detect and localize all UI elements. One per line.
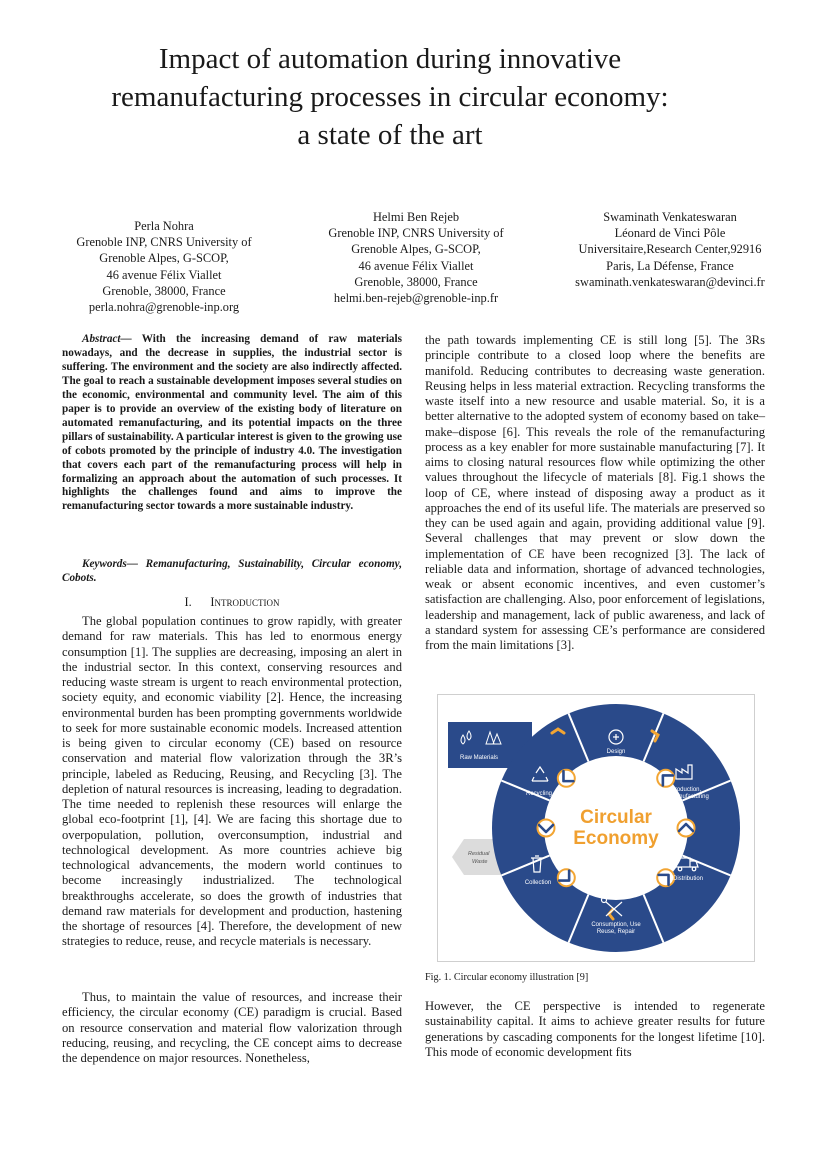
keywords-label: Keywords— bbox=[82, 558, 138, 570]
author-block-nohra bbox=[66, 218, 262, 315]
author-affiliation: Grenoble Alpes, G-SCOP, bbox=[351, 242, 481, 257]
author-affiliation: Grenoble INP, CNRS University of bbox=[76, 235, 252, 250]
circular-economy-diagram bbox=[438, 695, 754, 961]
author-name: Perla Nohra bbox=[134, 219, 194, 233]
paragraph: However, the CE perspective is intended to regenerate sustainability capital. It aims to achieve greater results for future generations by cascading components for the longest lifetime [10]. This mode of economic development fits bbox=[425, 999, 765, 1059]
title-line: Impact of automation during innovative bbox=[158, 43, 622, 75]
author-affiliation: Grenoble Alpes, G-SCOP, bbox=[99, 251, 229, 266]
author-email: swaminath.venkateswaran@devinci.fr bbox=[575, 274, 765, 289]
distribution-label: Distribution bbox=[672, 876, 704, 882]
economy-title: Economy bbox=[573, 828, 659, 849]
title-line: a state of the art bbox=[297, 119, 483, 151]
design-label: Design bbox=[606, 749, 626, 755]
author-block-venkateswaran bbox=[560, 209, 780, 290]
author-affiliation: Universitaire,Research Center,92916 bbox=[578, 242, 762, 257]
paragraph: Thus, to maintain the value of resources, and increase their efficiency, the circular economy (CE) paradigm is crucial. Based on resource conservation and material flow valorization through reducing, reusing, and recycling, the CE concept aims to decrease the dependence on major resources. Nonetheless, bbox=[62, 990, 402, 1065]
author-name: Helmi Ben Rejeb bbox=[372, 210, 460, 224]
paragraph: The global population continues to grow rapidly, with greater demand for raw materials. This has led to enormous energy consumption [1]. The supplies are decreasing, imposing an alert in the industrial sector. In this context, conserving resources and reducing waste stream is urgent to reach environmental protection, society equity, and economic viability [2]. Hence, the increasing environmental burden has been prompting governments worldwide to seek for more sustainable economic models. Increased attention is being given to circular economy (CE) based on resource conservation and material flow valorization through the 3R’s principle, labeled as Reducing, Reusing, and Recycling [3]. The depletion of natural resources is increasing, leading to degradation. The time needed to replenish these resources will enlarge the global eco-footprint [1], [4]. We are facing this shortage due to overpopulation, pollution, overconsumption, industrial and technological development. As more countries achieve big technological advancements, the modern world continues to become increasingly industrialized. The technological breakthroughs accelerate, so does the growth of industries that demand raw materials for development and production, hastening the shortage of resources [4]. Therefore, the development of new strategies to reduce, reuse, and recycle materials is necessary. bbox=[62, 614, 402, 949]
author-affiliation: Léonard de Vinci Pôle bbox=[614, 226, 726, 241]
author-affiliation: Grenoble INP, CNRS University of bbox=[328, 226, 504, 241]
author-address: 46 avenue Félix Viallet bbox=[106, 267, 222, 282]
author-address: Grenoble, 38000, France bbox=[102, 283, 226, 298]
section-number: I. bbox=[184, 595, 192, 609]
author-address: Paris, La Défense, France bbox=[606, 258, 734, 273]
abstract-text: With the increasing demand of raw materials nowadays, and the decrease in supplies, the industrial sector is suffering. The environment and the society are also indirectly affected. The goal to reach a sustainable development imposes several studies on the economic, environmental and community level. The aim of this paper is to provide an overview of the existing body of literature on automated remanufacturing, and its potential impacts on the three pillars of sustainability. A particular interest is given to the growing use of cobots promoted by the principle of industry 4.0. The investigation that covers each part of the remanufacturing process will help in formalizing an approach about the automation of such processes. It highlights the challenges found and aims to improve the remanufacturing sector towards a more sustainable industry. bbox=[62, 333, 402, 513]
section-heading bbox=[62, 595, 402, 610]
author-name: Swaminath Venkateswaran bbox=[603, 210, 737, 224]
circular-economy-figure bbox=[437, 694, 755, 962]
author-address: Grenoble, 38000, France bbox=[354, 274, 478, 289]
consumption-label: Consumption, Use bbox=[591, 922, 641, 928]
consumption-label: Reuse, Repair bbox=[596, 929, 636, 935]
production-label: Production, bbox=[670, 787, 702, 793]
paper-title bbox=[40, 40, 740, 154]
recycling-label: Recycling bbox=[525, 791, 553, 797]
author-address: 46 avenue Félix Viallet bbox=[358, 258, 474, 273]
keywords bbox=[62, 557, 402, 585]
raw-materials-label: Raw Materials bbox=[460, 755, 499, 761]
paragraph: the path towards implementing CE is still long [5]. The 3Rs principle contribute to a closed loop where the benefits are manifold. Reducing contributes to decreasing waste generation. Reusing helps in less material extraction. Recycling transforms the waste itself into a new resource and usable material. So, it is a better alternative to the adopted system of economy based on take–make–dispose [6]. This reveals the role of the remanufacturing process as a key enabler for more sustainable manufacturing [7]. It aims to closing natural resources flow while optimizing the other values throughout the lifecycle of materials [8]. Fig.1 shows the loop of CE, where instead of disposing away a product as it approaches the end of its useful life. The materials are preserved so they can be used again and again, providing additional value [9]. Several challenges that may prevent or slow down the implementation of CE have been recognized [3]. The lack of reliable data and information, shortage of advanced technologies, weak or absent economic incentives, and even customer’s satisfaction are challenging. Also, poor enforcement of legislations, leadership and management, lack of public awareness, and lack of a standard system for assessing CE’s performance are considered from the main limitations [3]. bbox=[425, 333, 765, 652]
production-label: Remanufacturing bbox=[663, 794, 709, 800]
figure-caption: Fig. 1. Circular economy illustration [9] bbox=[425, 972, 589, 983]
abstract bbox=[62, 333, 402, 514]
author-block-benrejeb bbox=[318, 209, 514, 306]
abstract-label: Abstract— bbox=[82, 333, 132, 345]
circular-title: Circular bbox=[580, 807, 652, 828]
residual-waste-label: Waste bbox=[472, 859, 488, 865]
section-title: Introduction bbox=[210, 595, 280, 609]
author-email: perla.nohra@grenoble-inp.org bbox=[88, 300, 240, 315]
collection-label: Collection bbox=[524, 880, 552, 886]
residual-waste-label: Residual bbox=[468, 851, 490, 857]
author-email: helmi.ben-rejeb@grenoble-inp.fr bbox=[333, 291, 499, 306]
title-line: remanufacturing processes in circular economy: bbox=[111, 81, 669, 113]
keywords-text: Remanufacturing, Sustainability, Circular economy, Cobots. bbox=[62, 558, 402, 584]
